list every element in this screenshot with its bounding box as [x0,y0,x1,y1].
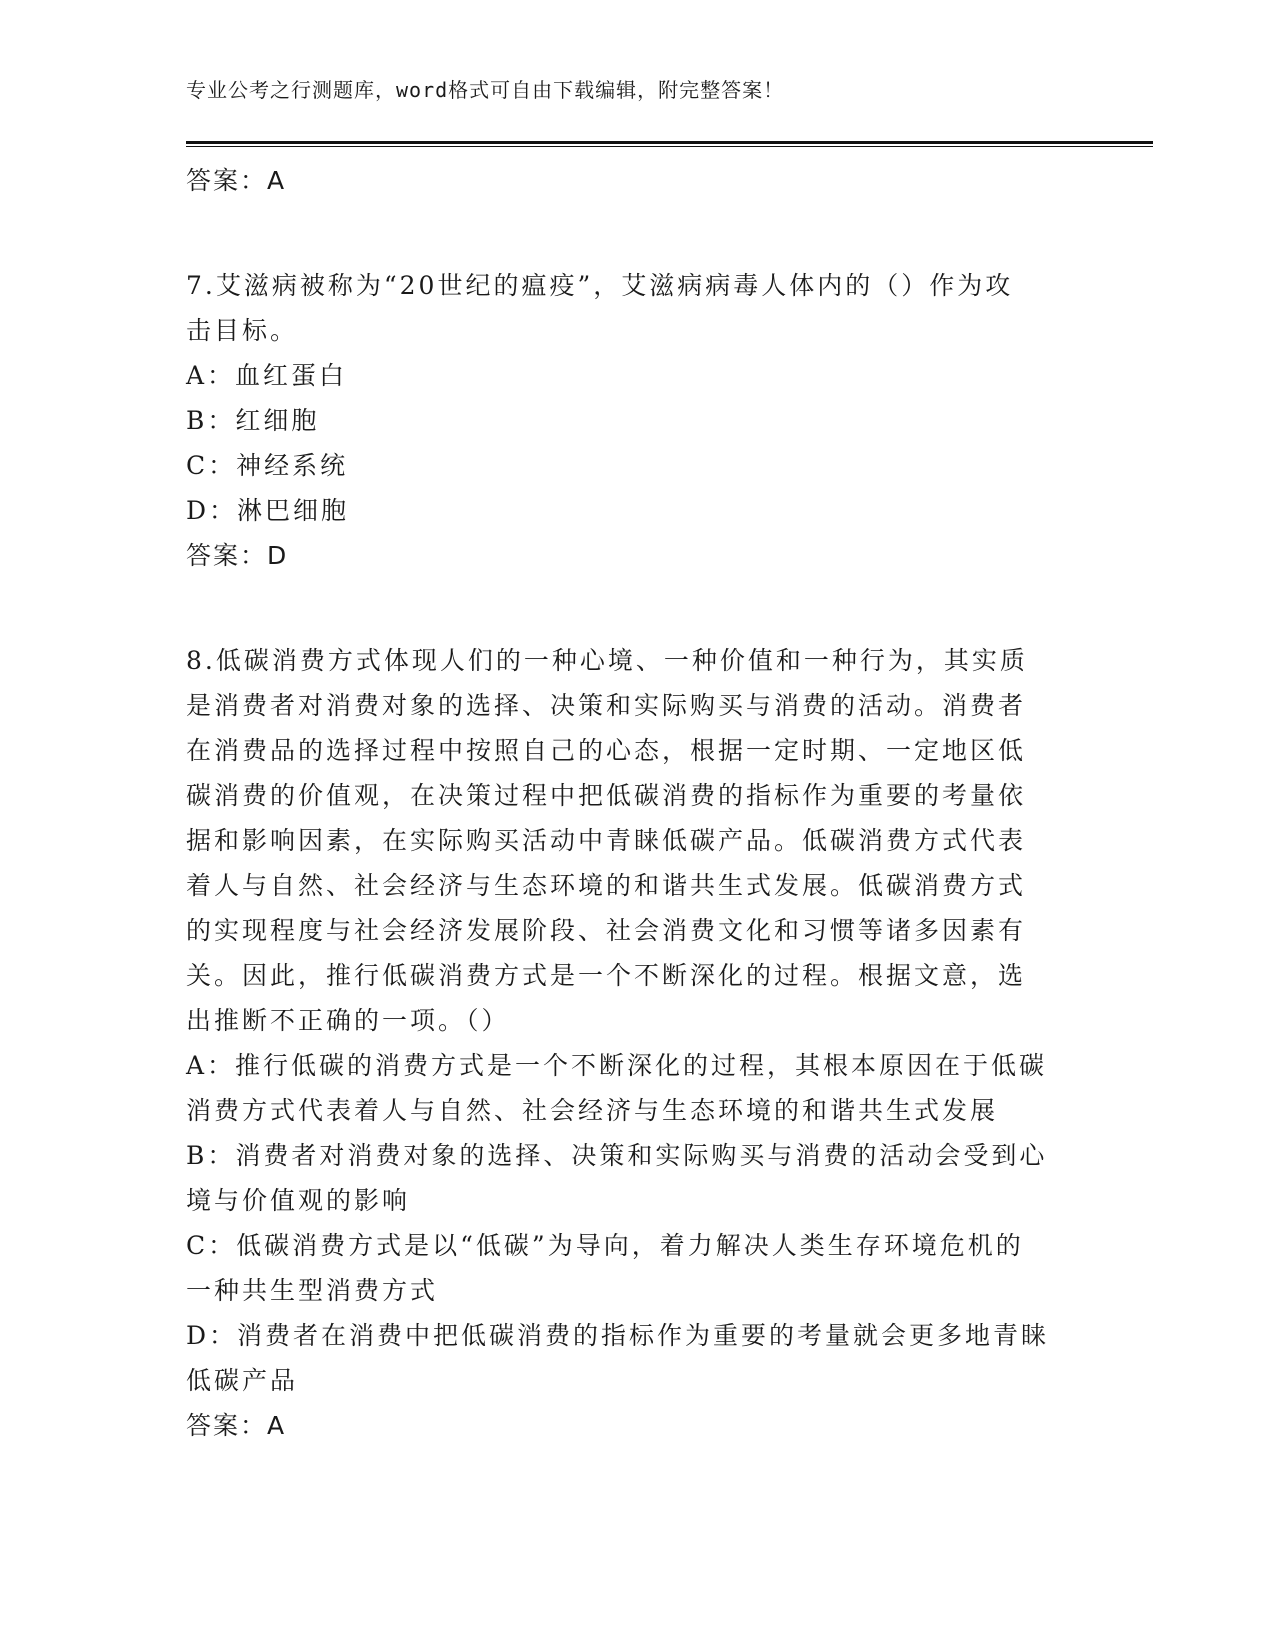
spacer [186,203,1066,263]
option-a: A：血红蛋白 [186,361,348,390]
question-stem-line: 据和影响因素，在实际购买活动中青睐低碳产品。低碳消费方式代表 [186,826,1027,855]
answer-q7: 答案：D [186,541,289,570]
question-stem-line: 是消费者对消费对象的选择、决策和实际购买与消费的活动。消费者 [186,691,1027,720]
question-stem-line: 碳消费的价值观，在决策过程中把低碳消费的指标作为重要的考量依 [186,781,1027,810]
option-b-continued: 境与价值观的影响 [186,1186,411,1215]
question-stem-line: 关。因此，推行低碳消费方式是一个不断深化的过程。根据文意，选 [186,961,1027,990]
option-b: B：消费者对消费对象的选择、决策和实际购买与消费的活动会受到心 [186,1141,1048,1170]
question-stem-line: 着人与自然、社会经济与生态环境的和谐共生式发展。低碳消费方式 [186,871,1027,900]
page-header: 专业公考之行测题库，word格式可自由下载编辑，附完整答案！ [186,78,785,102]
option-d: D：淋巴细胞 [186,496,350,525]
question-stem-line: 击目标。 [186,316,299,345]
answer-previous: 答案：A [186,166,287,195]
option-a: A：推行低碳的消费方式是一个不断深化的过程，其根本原因在于低碳 [186,1051,1048,1080]
option-d: D：消费者在消费中把低碳消费的指标作为重要的考量就会更多地青睐 [186,1321,1050,1350]
document-body [186,158,1066,1448]
option-c-continued: 一种共生型消费方式 [186,1276,439,1305]
question-stem-line: 的实现程度与社会经济发展阶段、社会消费文化和习惯等诸多因素有 [186,916,1027,945]
answer-q8: 答案：A [186,1411,287,1440]
question-stem-line: 7.艾滋病被称为“20世纪的瘟疫”，艾滋病病毒人体内的（）作为攻 [186,271,1014,300]
question-stem-line: 在消费品的选择过程中按照自己的心态，根据一定时期、一定地区低 [186,736,1027,765]
question-stem-line: 出推断不正确的一项。（） [186,1006,510,1035]
option-b: B：红细胞 [186,406,320,435]
question-7 [186,263,1066,578]
question-stem-line: 8.低碳消费方式体现人们的一种心境、一种价值和一种行为，其实质 [186,646,1028,675]
spacer [186,578,1066,638]
option-c: C：神经系统 [186,451,349,480]
option-c: C：低碳消费方式是以“低碳”为导向，着力解决人类生存环境危机的 [186,1231,1024,1260]
option-a-continued: 消费方式代表着人与自然、社会经济与生态环境的和谐共生式发展 [186,1096,999,1125]
header-divider [186,141,1153,147]
question-8 [186,638,1066,1448]
option-d-continued: 低碳产品 [186,1366,299,1395]
